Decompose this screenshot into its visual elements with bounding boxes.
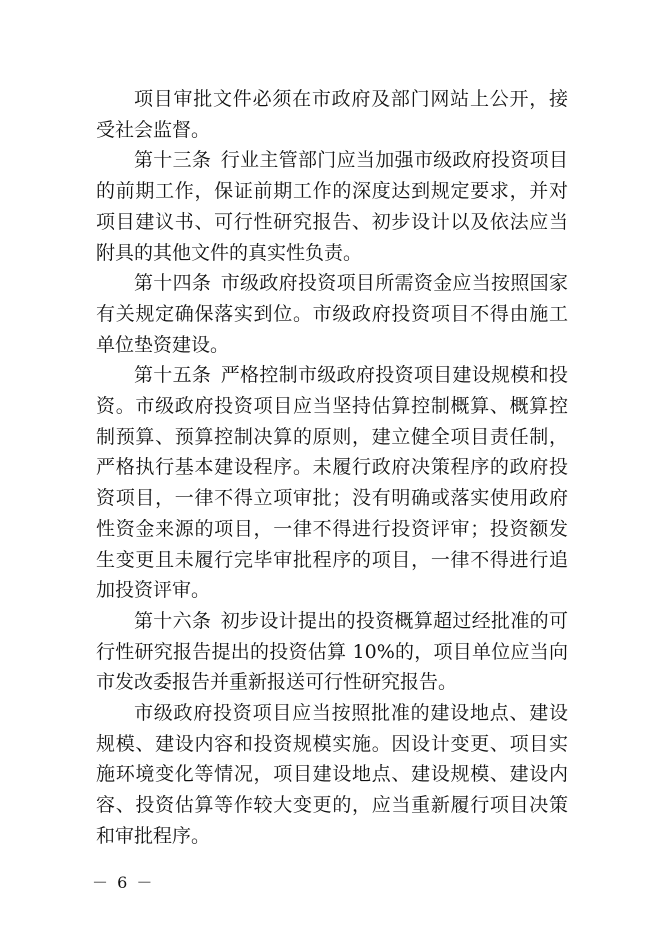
article-15-text: 严格控制市级政府投资项目建设规模和投资。市级政府投资项目应当坚持估算控制概算、概算控制预算、预算控制决算的原则，建立健全项目责任制，严格执行基本建设程序。未履行政府决策程序的政府投资项目，一律不得立项审批；没有明确或落实使用政府性资金来源的项目，一律不得进行投资评审；投资额发生变更且未履行完毕审批程序的项目，一律不得进行追加投资评审。 — [96, 364, 568, 602]
paragraph-article-15 — [96, 360, 568, 606]
document-page — [96, 84, 568, 852]
article-13-number: 第十三条 — [134, 149, 212, 172]
paragraph-6-text: 市级政府投资项目应当按照批准的建设地点、建设规模、建设内容和投资规模实施。因设计变更、项目实施环境变化等情况，项目建设地点、建设规模、建设内容、投资估算等作较大变更的，应当重新履行项目决策和审批程序。 — [96, 702, 568, 847]
paragraph-1 — [96, 84, 568, 145]
article-14-number: 第十四条 — [134, 272, 212, 295]
paragraph-6 — [96, 698, 568, 852]
paragraph-article-16 — [96, 606, 568, 698]
article-15-number: 第十五条 — [134, 364, 212, 387]
article-16-text: 初步设计提出的投资概算超过经批准的可行性研究报告提出的投资估算 10%的，项目单位应当向市发改委报告并重新报送可行性研究报告。 — [96, 609, 568, 694]
article-13-text: 行业主管部门应当加强市级政府投资项目的前期工作，保证前期工作的深度达到规定要求，并对项目建议书、可行性研究报告、初步设计以及依法应当附具的其他文件的真实性负责。 — [96, 149, 568, 264]
page-number: － 6 － — [92, 873, 155, 892]
paragraph-article-13 — [96, 145, 568, 268]
article-16-number: 第十六条 — [134, 609, 212, 632]
paragraph-article-14 — [96, 268, 568, 360]
paragraph-1-text: 项目审批文件必须在市政府及部门网站上公开，接受社会监督。 — [96, 88, 568, 141]
article-14-text: 市级政府投资项目所需资金应当按照国家有关规定确保落实到位。市级政府投资项目不得由施工单位垫资建设。 — [96, 272, 568, 356]
